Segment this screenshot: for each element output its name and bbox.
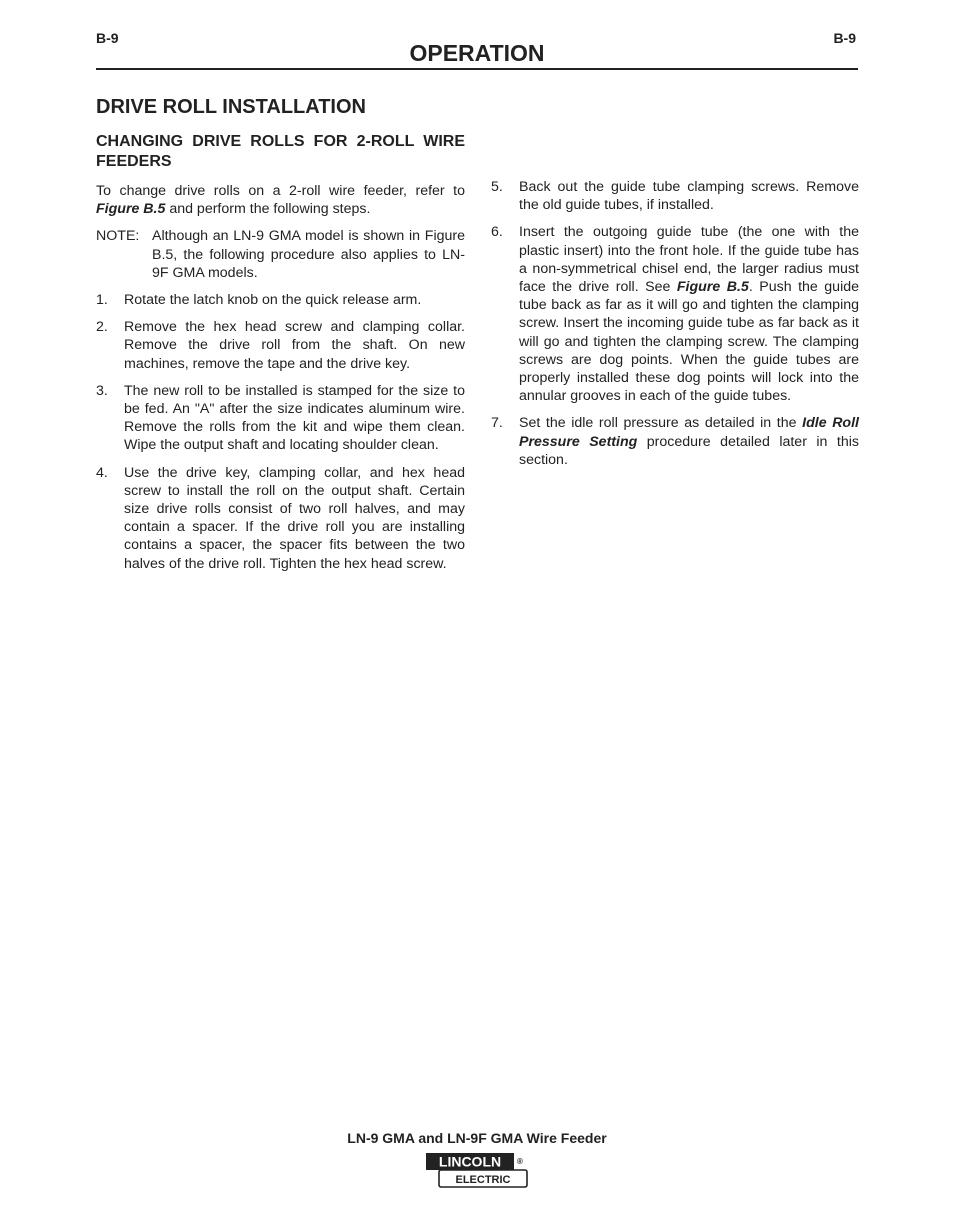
- list-item: [491, 178, 859, 214]
- step-number: 4.: [96, 464, 108, 481]
- note-label: NOTE:: [96, 228, 140, 245]
- logo-top-text: LINCOLN: [438, 1153, 502, 1170]
- step-number: 2.: [96, 319, 108, 336]
- intro-paragraph: [96, 182, 465, 218]
- step-text-part: Insert the outgoing guide tube (the one with the plastic insert) into the front hole. If the guide tube has a non-symmetrical chisel end, the larger radius must face the drive roll. See: [519, 224, 859, 296]
- step-number: 3.: [96, 382, 108, 399]
- intro-text-end: and perform the following steps.: [165, 201, 371, 218]
- steps-list-left: [96, 291, 465, 573]
- list-item: [96, 291, 465, 309]
- lincoln-electric-logo: [425, 1152, 529, 1190]
- list-item: [96, 318, 465, 373]
- list-item: [96, 382, 465, 455]
- list-item: [491, 223, 859, 405]
- note-text: Although an LN-9 GMA model is shown in Figure B.5, the following procedure also applies to LN-9F GMA models.: [152, 228, 465, 281]
- step-text: The new roll to be installed is stamped for the size to be fed. An "A" after the size indicates aluminum wire. Remove the rolls from the kit and wipe them clean. Wipe the output shaft and locating shoulder clean.: [124, 382, 465, 454]
- step-number: 5.: [491, 179, 503, 195]
- step-text: Back out the guide tube clamping screws. Remove the old guide tubes, if installed.: [519, 179, 859, 214]
- sub-heading: CHANGING DRIVE ROLLS FOR 2-ROLL WIRE FEEDERS: [96, 133, 465, 170]
- step-number: 7.: [491, 415, 503, 432]
- figure-reference: Figure B.5: [96, 201, 166, 218]
- intro-text: To change drive rolls on a 2-roll wire feeder, refer to: [96, 183, 465, 199]
- list-item: [491, 414, 859, 469]
- page-number-left: B-9: [96, 30, 119, 46]
- step-text: Rotate the latch knob on the quick release arm.: [124, 292, 422, 309]
- logo-registered-mark: ®: [517, 1157, 523, 1166]
- header-rule: [96, 68, 858, 70]
- list-item: [96, 464, 465, 573]
- left-column: [96, 94, 465, 582]
- step-number: 6.: [491, 224, 503, 241]
- section-reference: Idle Roll Pressure Setting: [519, 415, 859, 450]
- main-heading: DRIVE ROLL INSTALLATION: [96, 96, 366, 118]
- right-column: [491, 178, 859, 478]
- note: [96, 227, 465, 282]
- step-text: [519, 414, 859, 469]
- section-title: OPERATION: [409, 40, 545, 66]
- step-text-part: Set the idle roll pressure as detailed in the: [519, 415, 803, 432]
- step-number: 1.: [96, 292, 108, 309]
- step-text: Remove the hex head screw and clamping collar. Remove the drive roll from the shaft. On new machines, remove the tape and the drive key.: [124, 319, 465, 372]
- step-text: [519, 223, 859, 405]
- step-text-part: procedure detailed later in this section.: [519, 433, 859, 468]
- footer-title: LN-9 GMA and LN-9F GMA Wire Feeder: [347, 1130, 607, 1146]
- step-text: Use the drive key, clamping collar, and hex head screw to install the roll on the output shaft. Certain size drive rolls consist of two roll halves, and may contain a spacer. If the drive roll you are installing contains a spacer, the spacer fits between the two halves of the drive roll. Tighten the hex head screw.: [124, 464, 465, 572]
- page-number-right: B-9: [833, 30, 856, 46]
- logo-bottom-text: ELECTRIC: [455, 1174, 511, 1186]
- figure-reference: Figure B.5: [676, 279, 749, 296]
- step-text-part: . Push the guide tube back as far as it will go and tighten the clamping screw. Insert the incoming guide tube as far back as it will go and tighten the clamping screw. The clamping screws are dog points. When the guide tubes are properly installed these dog points will lock into the annular grooves in each of the guide tubes.: [519, 279, 860, 405]
- steps-list-right: [491, 178, 859, 469]
